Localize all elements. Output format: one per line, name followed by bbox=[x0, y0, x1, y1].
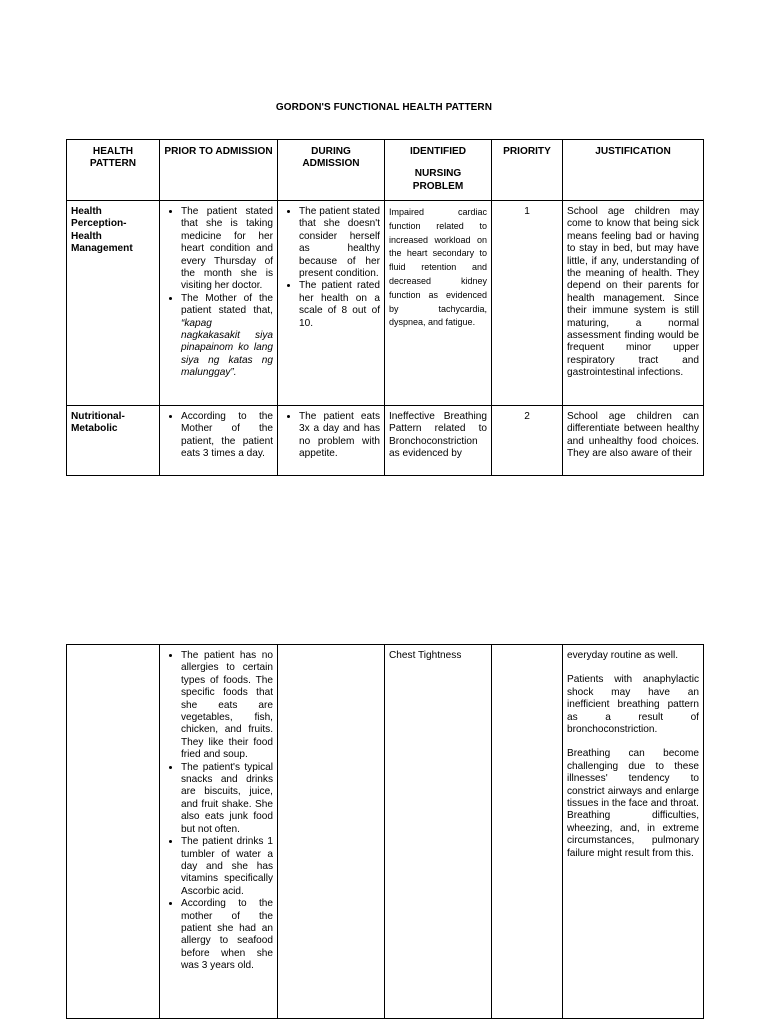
list-item bbox=[181, 293, 273, 380]
health-pattern-table-continued bbox=[66, 644, 704, 1019]
justification-cell: School age children may come to know that being sick means feeling bad or having to stay in bed, but may have little, if any, understanding of the meaning of health. They depend on their parents for health management. Since their immune system is still maturing, a normal assessment finding would be frequent minor upper respiratory tract and gastrointestinal infections. bbox=[563, 201, 704, 406]
justification-cell bbox=[563, 645, 704, 1019]
priority-cell bbox=[492, 645, 563, 1019]
list-item: • According to the mother of the patient she had an allergy to seafood before when she was 3 years old. bbox=[181, 898, 273, 972]
header-during-admission: DURING ADMISSION bbox=[278, 140, 385, 201]
table-row bbox=[67, 201, 704, 406]
table-header-row bbox=[67, 140, 704, 201]
during-admission-cell bbox=[278, 645, 385, 1019]
header-prior-to-admission: PRIOR TO ADMISSION bbox=[160, 140, 278, 201]
header-nursing-problem: NURSING PROBLEM bbox=[412, 168, 464, 192]
nursing-problem-cell: Ineffective Breathing Pattern related to Bronchoconstriction as evidenced by bbox=[385, 406, 492, 476]
quote-text: “kapag nagkakasakit siya pinapainom ko lang siya ng katas ng malunggay”. bbox=[181, 317, 273, 379]
priority-cell: 1 bbox=[492, 201, 563, 406]
justification-cell: School age children can differentiate between healthy and unhealthy food choices. They are also aware of their bbox=[563, 406, 704, 476]
list-item: • The patient drinks 1 tumbler of water a day and she has vitamins specifically Ascorbic acid. bbox=[181, 836, 273, 898]
list-item: • The patient eats 3x a day and has no problem with appetite. bbox=[299, 411, 380, 461]
list-item: • The patient rated her health on a scale of 8 out of 10. bbox=[299, 280, 380, 330]
health-pattern-cell: Health Perception-Health Management bbox=[67, 201, 160, 406]
list-item: • The patient has no allergies to certain types of foods. The specific foods that she eats are vegetables, fish, chicken, and fruits. They like their food fried and soup. bbox=[181, 650, 273, 762]
list-item: • The patient stated that she is taking medicine for her heart condition and every Thursday of the month she is visiting her doctor. bbox=[181, 206, 273, 293]
header-identified-nursing-problem bbox=[385, 140, 492, 201]
table-row bbox=[67, 645, 704, 1019]
justification-paragraph: Patients with anaphylactic shock may have an inefficient breathing pattern as a result of bronchoconstriction. bbox=[567, 674, 699, 736]
health-pattern-table bbox=[66, 139, 704, 476]
list-item: • According to the Mother of the patient, the patient eats 3 times a day. bbox=[181, 411, 273, 461]
prior-to-admission-cell bbox=[160, 645, 278, 1019]
during-admission-cell bbox=[278, 406, 385, 476]
health-pattern-cell bbox=[67, 645, 160, 1019]
header-identified: IDENTIFIED bbox=[409, 146, 467, 157]
quote-lead: The Mother of the patient stated that, bbox=[181, 292, 273, 317]
nursing-problem-cell: Chest Tightness bbox=[385, 645, 492, 1019]
prior-to-admission-cell bbox=[160, 201, 278, 406]
justification-paragraph: Breathing can become challenging due to these illnesses' tendency to constrict airways and enlarge tissues in the face and throat. Breathing difficulties, wheezing, and, in extreme circumstances, pulmonary failure might result from this. bbox=[567, 748, 699, 859]
nursing-problem-cell: Impaired cardiac function related to increased workload on the heart secondary to fluid retention and decreased kidney function as evidenced by tachycardia, dyspnea, and fatigue. bbox=[385, 201, 492, 406]
list-item: • The patient's typical snacks and drinks are biscuits, juice, and fruit shake. She also eats junk food but not often. bbox=[181, 762, 273, 836]
header-health-pattern: HEALTH PATTERN bbox=[67, 140, 160, 201]
health-pattern-cell: Nutritional-Metabolic bbox=[67, 406, 160, 476]
priority-cell: 2 bbox=[492, 406, 563, 476]
prior-to-admission-cell bbox=[160, 406, 278, 476]
header-priority: PRIORITY bbox=[492, 140, 563, 201]
document-title: GORDON'S FUNCTIONAL HEALTH PATTERN bbox=[275, 102, 493, 113]
justification-paragraph: everyday routine as well. bbox=[567, 650, 679, 661]
table-row bbox=[67, 406, 704, 476]
list-item: • The patient stated that she doesn't consider herself as healthy because of her present condition. bbox=[299, 206, 380, 280]
header-justification: JUSTIFICATION bbox=[563, 140, 704, 201]
during-admission-cell bbox=[278, 201, 385, 406]
